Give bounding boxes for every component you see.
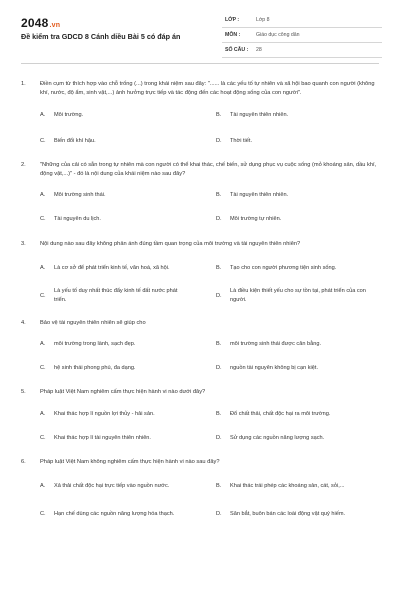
option-a[interactable] <box>40 264 216 273</box>
question-item <box>0 319 400 376</box>
option-text: Khai thác hợp lí nguồn lợi thủy - hải sản. <box>54 410 155 417</box>
question-item <box>0 458 400 525</box>
info-row-class <box>222 13 382 28</box>
option-letter: D. <box>216 510 222 517</box>
option-letter: A. <box>40 341 46 348</box>
option-letter: D. <box>216 292 222 299</box>
option-b[interactable] <box>216 191 392 200</box>
option-d[interactable] <box>216 215 392 224</box>
option-letter: C. <box>40 434 46 441</box>
option-list <box>0 188 400 228</box>
question-item <box>0 240 400 307</box>
option-text: Là điều kiện thiết yếu cho sự tồn tại, phát triển của con người. <box>230 288 366 304</box>
option-text: Khai thác hợp lí tài nguyên thiên nhiên. <box>54 434 151 441</box>
option-d[interactable] <box>216 510 392 519</box>
option-letter: B. <box>216 341 222 348</box>
option-c[interactable] <box>40 287 216 304</box>
option-text: Biến đổi khí hậu. <box>54 137 96 144</box>
page-header <box>0 0 400 64</box>
option-letter: A. <box>40 264 46 271</box>
option-text: hệ sinh thái phong phú, đa dạng. <box>54 365 136 372</box>
option-text: Tạo cho con người phương tiện sinh sống. <box>230 264 337 271</box>
option-text: Thời tiết. <box>230 137 253 144</box>
option-c[interactable] <box>40 137 216 146</box>
question-number: 1. <box>21 81 26 87</box>
option-letter: B. <box>216 482 222 489</box>
option-letter: D. <box>216 216 222 223</box>
logo-suffix: .vn <box>49 22 61 29</box>
site-logo[interactable] <box>21 16 60 30</box>
option-c[interactable] <box>40 215 216 224</box>
question-number: 3. <box>21 240 26 247</box>
option-list <box>0 406 400 446</box>
option-letter: A. <box>40 111 46 118</box>
option-d[interactable] <box>216 137 392 146</box>
option-list <box>0 257 400 307</box>
option-letter: B. <box>216 111 222 118</box>
option-text: Xả thải chất độc hại trực tiếp vào nguồn nước. <box>54 482 170 489</box>
option-letter: B. <box>216 192 222 199</box>
question-item <box>0 161 400 228</box>
option-b[interactable] <box>216 410 392 419</box>
page-title: Đề kiểm tra GDCD 8 Cánh diều Bài 5 có đáp án <box>21 32 181 41</box>
question-text: Điền cụm từ thích hợp vào chỗ trống (...) trong khái niệm sau đây: "...... là các yếu tố tự nhiên và xã hội bao quanh con người (không khí, nước, độ ẩm, sinh vật,...) ảnh hưởng trực tiếp và tác động đến các hoạt động sống của con người". <box>40 81 375 97</box>
option-letter: C. <box>40 137 46 144</box>
header-divider <box>21 63 379 64</box>
option-d[interactable] <box>216 287 392 304</box>
option-a[interactable] <box>40 410 216 419</box>
option-letter: A. <box>40 410 46 417</box>
info-value: 28 <box>256 47 262 53</box>
question-text: Nội dung nào sau đây không phản ánh đúng tầm quan trọng của môi trường và tài nguyên thiên nhiên? <box>40 240 301 247</box>
option-letter: D. <box>216 365 222 372</box>
option-letter: B. <box>216 410 222 417</box>
option-d[interactable] <box>216 434 392 443</box>
quiz-info-panel <box>222 13 382 58</box>
logo-number: 2048 <box>21 16 49 30</box>
option-c[interactable] <box>40 510 216 519</box>
option-text: Khai thác trái phép các khoáng sản, cát, sỏi,... <box>230 482 345 489</box>
option-text: Sử dụng các nguồn năng lượng sạch. <box>230 434 325 441</box>
info-row-question-count <box>222 43 382 58</box>
option-text: Hạn chế dùng các nguồn năng lượng hóa thạch. <box>54 510 175 517</box>
option-b[interactable] <box>216 482 392 491</box>
question-text: "Những của cải có sẵn trong tự nhiên mà con người có thể khai thác, chế biến, sử dụng phục vụ cuộc sống (mỏ khoáng sản, dầu khí, động vật,...)" - đó là nội dung của khái niệm nào sau đây? <box>40 161 377 178</box>
option-letter: C. <box>40 292 46 299</box>
option-text: Đổ chất thải, chất độc hại ra môi trường. <box>230 410 331 417</box>
option-c[interactable] <box>40 434 216 443</box>
option-letter: A. <box>40 482 46 489</box>
option-b[interactable] <box>216 264 392 273</box>
option-letter: C. <box>40 510 46 517</box>
option-text: Môi trường tự nhiên. <box>230 216 282 223</box>
option-c[interactable] <box>40 364 216 373</box>
info-value: Giáo dục công dân <box>256 32 300 38</box>
option-text: Tài nguyên thiên nhiên. <box>230 111 289 118</box>
option-letter: B. <box>216 264 222 271</box>
info-label: SỐ CÂU : <box>225 47 249 53</box>
option-text: Tài nguyên du lịch. <box>54 216 101 223</box>
question-text: Pháp luật Việt Nam nghiêm cấm thực hiện hành vi nào dưới đây? <box>40 389 206 396</box>
option-letter: A. <box>40 192 46 199</box>
info-label: MÔN : <box>225 32 241 38</box>
option-letter: D. <box>216 434 222 441</box>
option-list <box>0 475 400 525</box>
question-text: Bảo vệ tài nguyên thiên nhiên sẽ giúp cho <box>40 320 146 327</box>
question-number: 5. <box>21 389 26 396</box>
option-list <box>0 107 400 149</box>
option-letter: C. <box>40 216 46 223</box>
option-text: nguồn tài nguyên không bị cạn kiệt. <box>230 365 319 372</box>
option-letter: D. <box>216 137 222 144</box>
option-d[interactable] <box>216 364 392 373</box>
option-list <box>0 336 400 376</box>
option-text: Môi trường sinh thái. <box>54 192 106 199</box>
info-row-subject <box>222 28 382 43</box>
option-text: Tài nguyên thiên nhiên. <box>230 192 289 199</box>
option-a[interactable] <box>40 191 216 200</box>
question-text: Pháp luật Việt Nam không nghiêm cấm thực hiện hành vi nào sau đây? <box>40 458 220 465</box>
option-text: môi trường trong lành, sạch đẹp. <box>54 341 136 348</box>
option-text: môi trường sinh thái được cân bằng. <box>230 341 322 348</box>
question-item <box>0 80 400 149</box>
question-item <box>0 388 400 445</box>
question-number: 4. <box>21 320 26 327</box>
option-text: Săn bắt, buôn bán các loài động vật quý hiếm. <box>230 510 346 517</box>
info-label: LỚP : <box>225 17 240 23</box>
info-value: Lớp 8 <box>256 17 270 23</box>
option-a[interactable] <box>40 340 216 349</box>
option-a[interactable] <box>40 482 216 491</box>
option-a[interactable] <box>40 111 216 120</box>
option-text: Môi trường. <box>54 111 84 118</box>
option-b[interactable] <box>216 111 392 120</box>
question-number: 6. <box>21 458 26 465</box>
option-text: Là cơ sở để phát triển kinh tế, văn hoá, xã hội. <box>54 264 170 271</box>
question-list <box>0 80 400 525</box>
option-text: Là yếu tố duy nhất thúc đẩy kinh tế đất nước phát triển. <box>54 288 178 304</box>
option-b[interactable] <box>216 340 392 349</box>
question-number: 2. <box>21 161 26 168</box>
option-letter: C. <box>40 365 46 372</box>
